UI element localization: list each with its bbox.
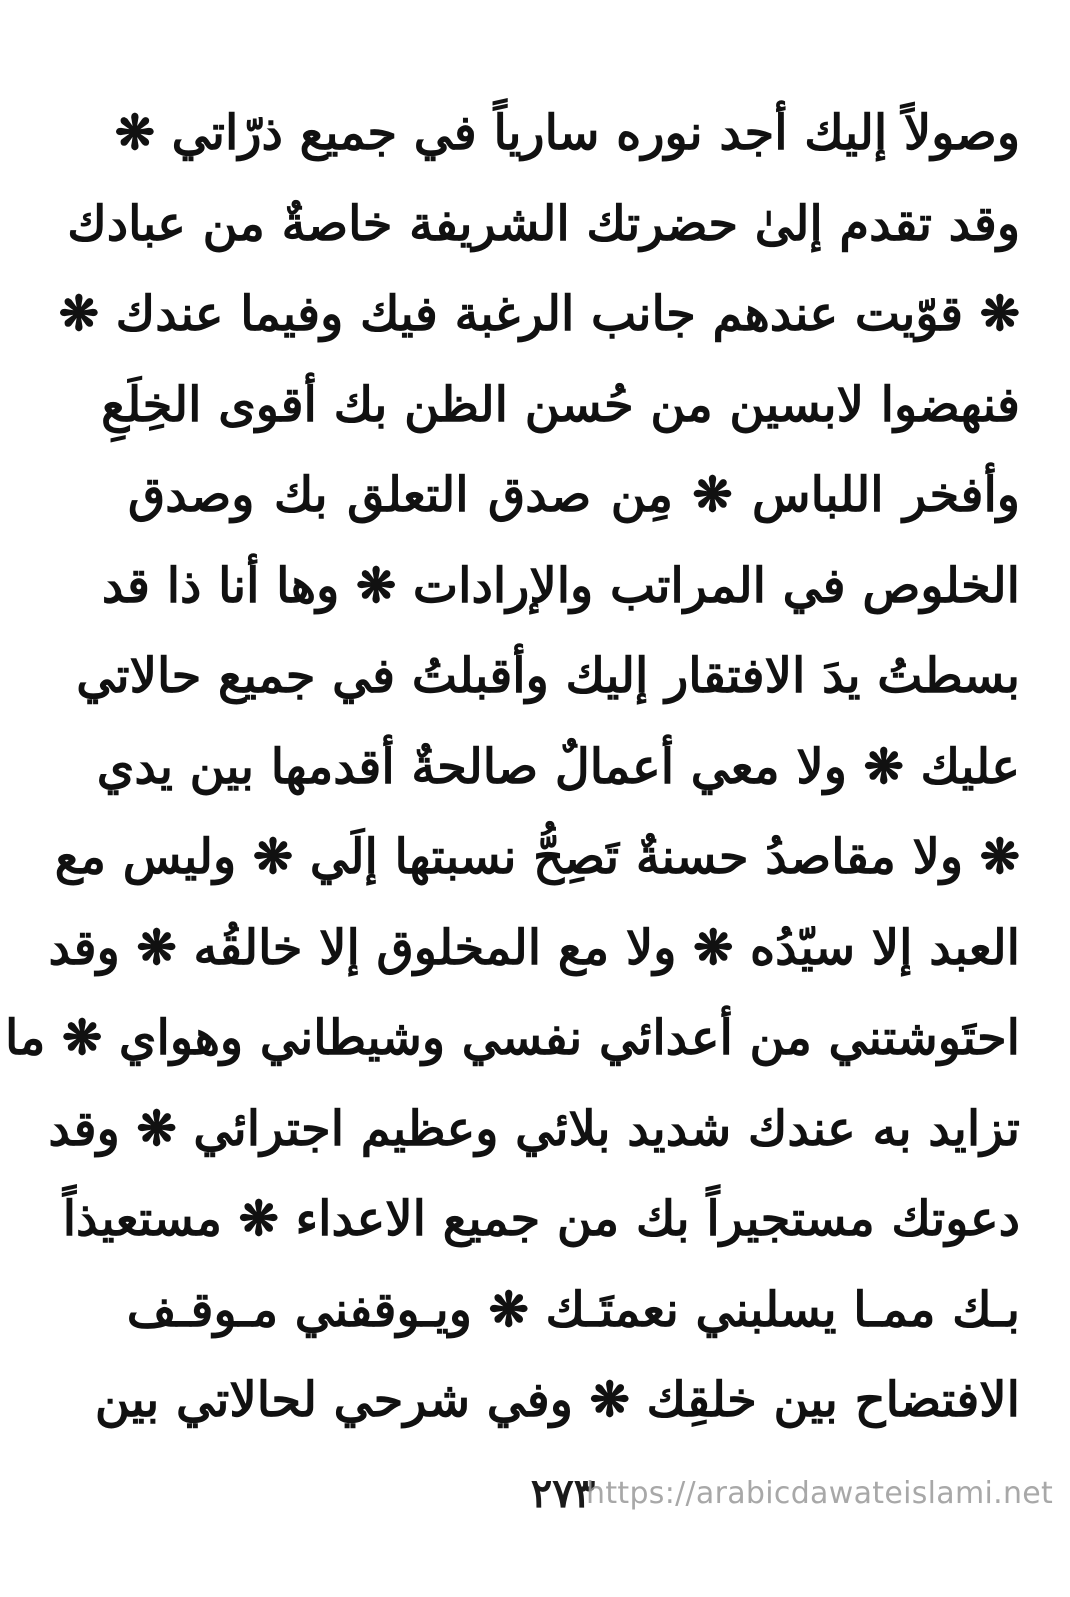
text-line: عليك ❋ ولا معي أعمالٌ صالحةٌ أقدمها بين يدي (96, 738, 1020, 795)
text-line: الافتضاح بين خلقِك ❋ وفي شرحي لحالاتي بين (94, 1372, 1020, 1428)
text-line: تزايد به عندك شديد بلائي وعظيم اجترائي ❋ وقد (48, 1100, 1020, 1157)
text-line: بسطتُ يدَ الافتقار إليك وأقبلتُ في جميع حالاتي (76, 648, 1020, 704)
text-line: ❋ قوّيت عندهم جانب الرغبة فيك وفيما عندك ❋ (58, 286, 1020, 342)
text-line: وصولاً إليك أجد نوره سارياً في جميع ذرّاتي ❋ (114, 105, 1020, 161)
text-line: ❋ ولا مقاصدُ حسنةٌ تَصِحُّ نسبتها إلَي ❋ وليس مع (54, 829, 1020, 885)
text-line: دعوتك مستجيراً بك من جميع الاعداء ❋ مستعيذاً (62, 1191, 1020, 1247)
text-line: بـك ممـا يسلبني نعمتَـك ❋ ويـوقفني مـوقـف (126, 1281, 1020, 1338)
text-line: وأفخر اللباس ❋ مِن صدق التعلق بك وصدق (128, 467, 1020, 523)
page-number: ٢٧٣ (530, 1470, 596, 1517)
page-footer (0, 1462, 1070, 1532)
text-line: فنهضوا لابسين من حُسن الظن بك أقوى الخِلَعِ (101, 376, 1020, 433)
text-line: احتَوشتني من أعدائي نفسي وشيطاني وهواي ❋ ما (4, 1010, 1020, 1066)
text-line: وقد تقدم إلىٰ حضرتك الشريفة خاصةٌ من عبادك (67, 195, 1020, 252)
text-line: الخلوص في المراتب والإرادات ❋ وها أنا ذا قد (101, 557, 1020, 614)
body-text (4, 88, 1020, 1446)
watermark-url: https://arabicdawateislami.net (586, 1476, 1054, 1511)
text-line: العبد إلا سيّدُه ❋ ولا مع المخلوق إلا خالقُه ❋ وقد (48, 919, 1020, 976)
